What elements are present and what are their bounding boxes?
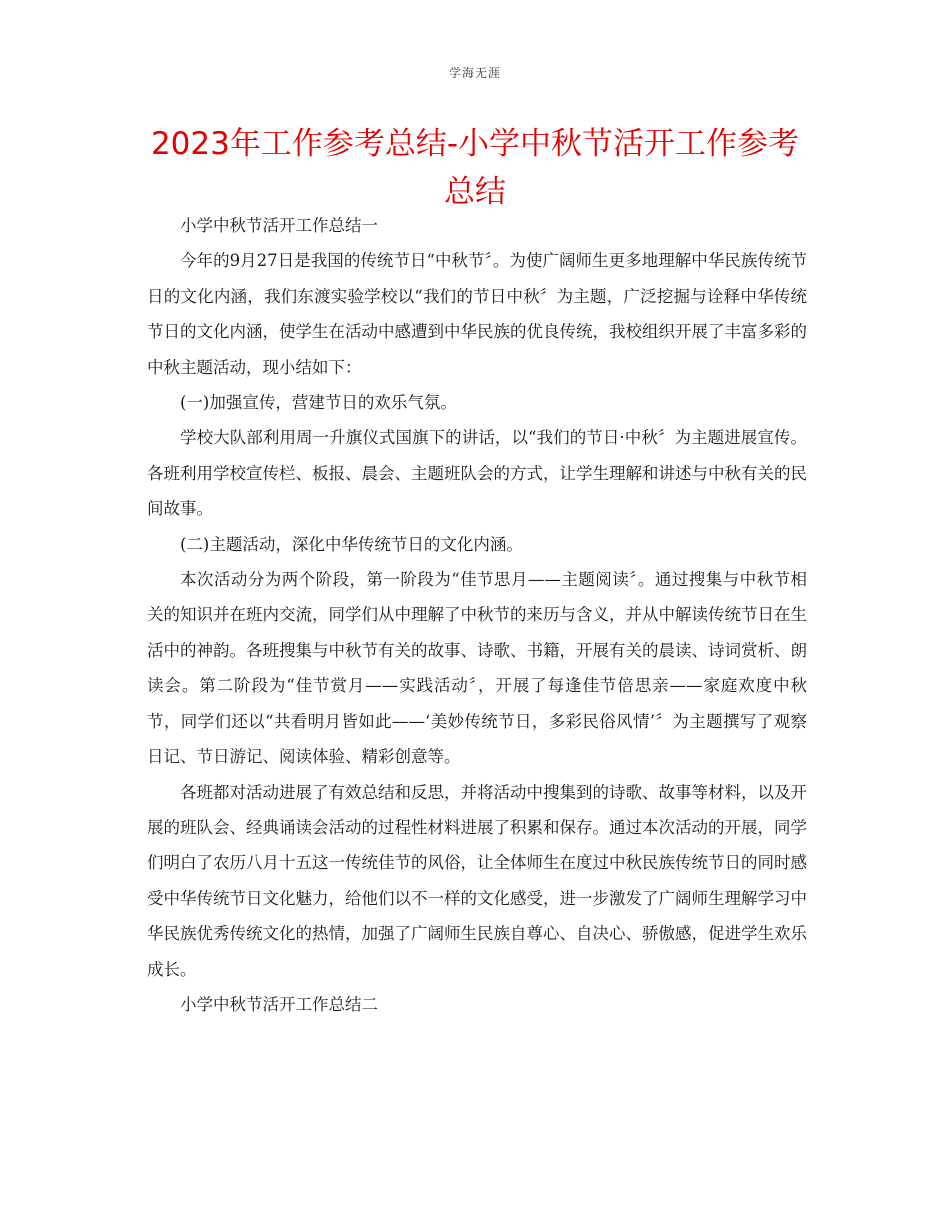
theme-activities-paragraph: 本次活动分为两个阶段，第一阶段为“佳节思月——主题阅读〞。通过搜集与中秋节相关的知识并在班内交流，同学们从中理解了中秋节的来历与含义，并从中解读传统节日在生活中的神韵。各班搜集与中秋节有关的故事、诗歌、书籍，开展有关的晨读、诗词赏析、朗读会。第二阶段为“佳节赏月——实践活动〞，开展了每逢佳节倍思亲——家庭欢度中秋节，同学们还以“共看明月皆如此——‘美妙传统节日，多彩民俗风情’〞为主题撰写了观察日记、节日游记、阅读体验、精彩创意等。 — [147, 570, 807, 767]
section-heading-publicity: (一)加强宣传，营建节日的欢乐气氛。 — [180, 393, 457, 413]
header-mark: 学海无涯 — [448, 66, 501, 80]
intro-paragraph: 今年的9月27日是我国的传统节日“中秋节〞。为使广阔师生更多地理解中华民族传统节日的文化内涵，我们东渡实验学校以“我们的节日中秋〞为主题，广泛挖掘与诠释中华传统节日的文化内涵，使学生在活动中感遭到中华民族的优良传统，我校组织开展了丰富多彩的中秋主题活动，现小结如下： — [147, 251, 807, 377]
section-heading-summary-one: 小学中秋节活开工作总结一 — [180, 216, 378, 235]
reflection-paragraph: 各班都对活动进展了有效总结和反思，并将活动中搜集到的诗歌、故事等材料，以及开展的班队会、经典诵读会活动的过程性材料进展了积累和保存。通过本次活动的开展，同学们明白了农历八月十五这一传统佳节的风俗，让全体师生在度过中秋民族传统节日的同时感受中华传统节日文化魅力，给他们以不一样的文化感受，进一步激发了广阔师生理解学习中华民族优秀传统文化的热情，加强了广阔师生民族自尊心、自决心、骄傲感，促进学生欢乐成长。 — [147, 782, 807, 979]
document-title: 2023年工作参考总结-小学中秋节活开工作参考总结 — [150, 126, 800, 210]
publicity-paragraph: 学校大队部利用周一升旗仪式国旗下的讲话，以“我们的节日·中秋〞为主题进展宣传。各班利用学校宣传栏、板报、晨会、主题班队会的方式，让学生理解和讲述与中秋有关的民间故事。 — [147, 428, 807, 519]
document-body — [147, 208, 807, 1022]
section-heading-theme-activities: (二)主题活动，深化中华传统节日的文化内涵。 — [180, 534, 523, 554]
section-heading-summary-two: 小学中秋节活开工作总结二 — [180, 994, 378, 1014]
